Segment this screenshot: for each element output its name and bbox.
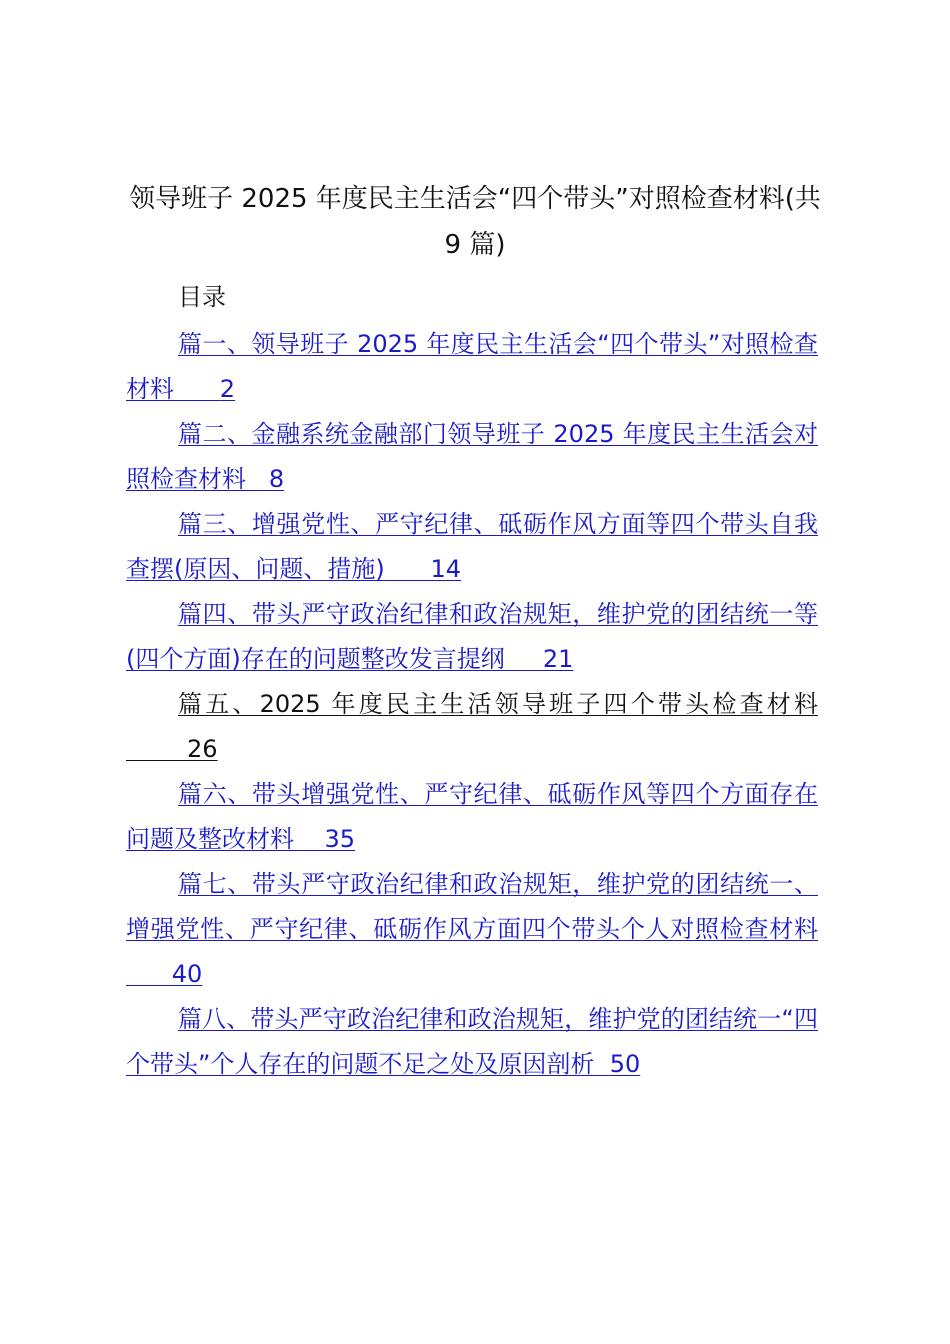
toc-page-number: 50 [609,1050,641,1078]
toc-gap [246,465,269,493]
toc-entry-4[interactable] [126,592,818,682]
toc-entry-text: 篇四、带头严守政治纪律和政治规矩，维护党的团结统一等(四个方面)存在的问题整改发言提纲 [126,600,818,673]
toc-link[interactable] [126,780,818,853]
toc-link[interactable] [126,330,818,403]
toc-gap [385,555,431,583]
toc-link[interactable] [126,870,818,988]
toc-entry-7[interactable] [126,862,818,997]
table-of-contents [126,322,818,1087]
toc-gap [174,375,220,403]
toc-page-number: 40 [171,960,203,988]
toc-page-number: 14 [430,555,462,583]
toc-entry-text: 篇六、带头增强党性、严守纪律、砥砺作风等四个方面存在问题及整改材料 [126,780,818,853]
toc-entry-8[interactable] [126,997,818,1087]
toc-page-number: 35 [324,825,356,853]
toc-page-number: 26 [187,735,218,763]
toc-entry-text: 篇二、金融系统金融部门领导班子 2025 年度民主生活会对照检查材料 [126,420,818,493]
toc-gap [126,735,187,763]
toc-entry-text: 篇八、带头严守政治纪律和政治规矩，维护党的团结统一“四个带头”个人存在的问题不足之处及原因剖析 [126,1005,818,1078]
toc-page-number: 8 [268,465,285,493]
toc-link[interactable] [126,1005,818,1078]
document-title: 领导班子 2025 年度民主生活会“四个带头”对照检查材料(共 9 篇) [129,184,821,260]
toc-gap [505,645,543,673]
toc-link[interactable] [126,420,818,493]
toc-link[interactable] [126,690,818,763]
toc-page-number: 2 [219,375,236,403]
toc-entry-text: 篇三、增强党性、严守纪律、砥砺作风方面等四个带头自我查摆(原因、问题、措施) [126,510,818,583]
toc-entry-text: 篇五、2025 年度民主生活领导班子四个带头检查材料 [178,690,818,718]
toc-gap [594,1050,609,1078]
toc-entry-text: 篇七、带头严守政治纪律和政治规矩，维护党的团结统一、增强党性、严守纪律、砥砺作风方面四个带头个人对照检查材料 [126,870,818,943]
toc-gap [126,960,172,988]
toc-page-number: 21 [542,645,574,673]
toc-entry-2[interactable] [126,412,818,502]
toc-gap [294,825,325,853]
toc-entry-text: 篇一、领导班子 2025 年度民主生活会“四个带头”对照检查材料 [126,330,818,403]
toc-entry-3[interactable] [126,502,818,592]
toc-link[interactable] [126,510,818,583]
toc-entry-6[interactable] [126,772,818,862]
toc-entry-1[interactable] [126,322,818,412]
toc-heading: 目录 [178,283,226,311]
toc-entry-5[interactable] [126,682,818,772]
toc-link[interactable] [126,600,818,673]
